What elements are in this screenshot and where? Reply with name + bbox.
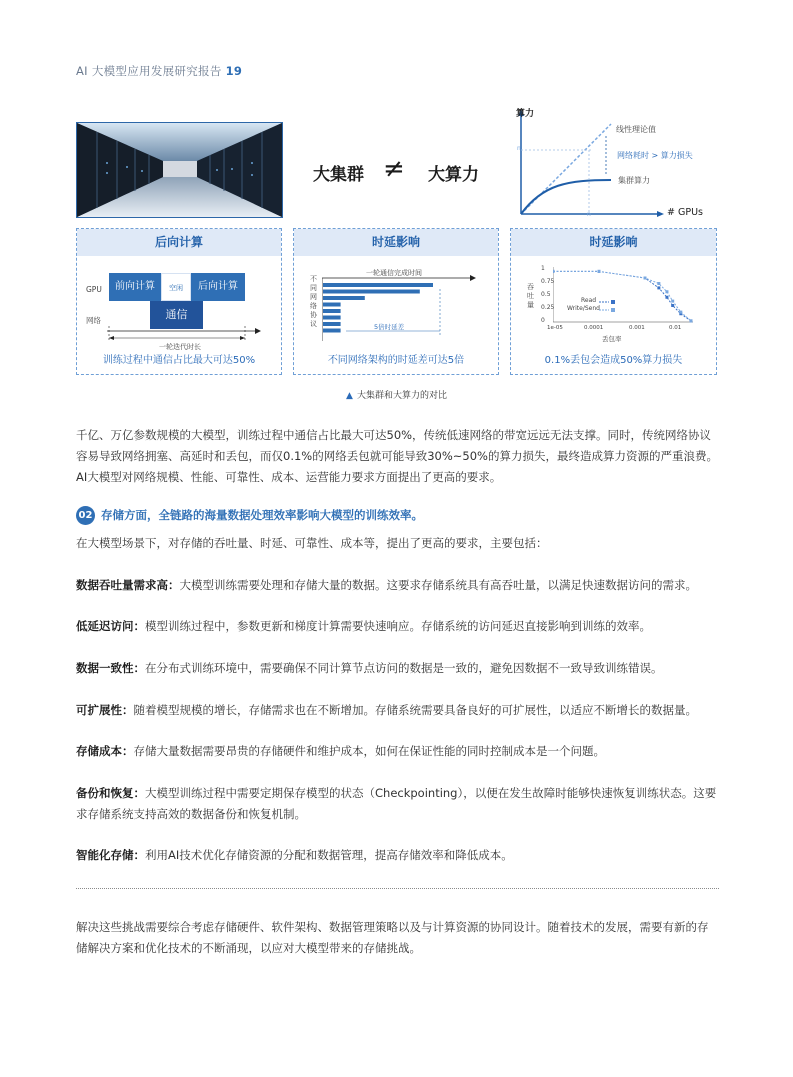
page-number: 19 bbox=[225, 64, 243, 78]
packet-loss-line-chart bbox=[553, 265, 703, 327]
latency-bar bbox=[323, 316, 341, 320]
xtick: 0.01 bbox=[669, 325, 682, 331]
latency-bar-chart bbox=[322, 273, 492, 343]
latency-bar bbox=[323, 283, 433, 287]
series-line bbox=[553, 271, 691, 321]
data-point bbox=[553, 270, 555, 273]
ytick: 0.5 bbox=[541, 291, 551, 298]
item-consistency: 数据一致性：在分布式训练环境中，需要确保不同计算节点访问的数据是一致的，避免因数据不一致导致训练错误。 bbox=[76, 661, 663, 675]
packet-loss-axis-label: 丢包率 bbox=[602, 335, 622, 343]
compute-gpus-chart bbox=[508, 104, 723, 222]
comm-complete-time-label: 一轮通信完成时间 bbox=[366, 269, 422, 277]
n-mark-x: n bbox=[587, 211, 591, 218]
panel-latency-protocols bbox=[293, 228, 499, 375]
latency-bar bbox=[323, 303, 341, 307]
latency-bar bbox=[323, 296, 365, 300]
lead-paragraph: 在大模型场景下，对存储的吞吐量、时延、可靠性、成本等，提出了更高的要求，主要包括： bbox=[76, 536, 548, 550]
latency-diff-label: 5倍时延差 bbox=[374, 323, 405, 331]
ytick: 0 bbox=[541, 317, 545, 324]
item-low-latency: 低延迟访问：模型训练过程中，参数更新和梯度计算需要快速响应。存储系统的访问延迟直接影响到训练的效率。 bbox=[76, 619, 651, 633]
data-point bbox=[690, 319, 693, 322]
page-header bbox=[76, 63, 242, 79]
gpu-row-label: GPU bbox=[86, 285, 102, 294]
data-point bbox=[644, 277, 647, 280]
panel-title: 时延影响 bbox=[294, 229, 498, 256]
ytick: 0.75 bbox=[541, 278, 555, 285]
item-backup-recovery: 备份和恢复：大模型训练过程中需要定期保存模型的状态（Checkpointing），以便在发生故障时能够快速恢复训练状态。这要求存储系统支持高效的数据备份和恢复机制。 bbox=[76, 786, 717, 821]
xtick: 0.0001 bbox=[584, 325, 604, 331]
item-throughput: 数据吞吐量需求高：大模型训练需要处理和存储大量的数据。这要求存储系统具有高吞吐量，以满足快速数据访问的需求。 bbox=[76, 578, 697, 592]
protocol-axis-label: 不同网络协议 bbox=[310, 275, 317, 328]
data-point bbox=[665, 290, 668, 293]
data-point bbox=[665, 296, 668, 299]
xtick: 0.001 bbox=[629, 325, 645, 331]
xtick: 1e-05 bbox=[547, 325, 563, 331]
gpus-axis-label: # GPUs bbox=[667, 207, 703, 218]
panel-caption: 0.1%丢包会造成50%算力损失 bbox=[544, 355, 683, 366]
panel-backward-compute bbox=[76, 228, 282, 375]
panel-caption: 不同网络架构的时延差可达5倍 bbox=[327, 355, 465, 366]
section-title: 存储方面，全链路的海量数据处理效率影响大模型的训练效率。 bbox=[101, 508, 423, 522]
panel-title: 时延影响 bbox=[511, 229, 716, 256]
iteration-axis bbox=[105, 324, 265, 342]
ytick: 0.25 bbox=[541, 304, 555, 311]
n-mark-y: n bbox=[517, 145, 521, 152]
item-smart-storage: 智能化存储：利用AI技术优化存储资源的分配和数据管理，提高存储效率和降低成本。 bbox=[76, 848, 513, 862]
not-equal-symbol: ≠ bbox=[383, 154, 405, 184]
data-point bbox=[657, 282, 660, 285]
big-cluster-text: 大集群 bbox=[313, 165, 364, 185]
cluster-compute-label: 集群算力 bbox=[618, 176, 650, 185]
data-point bbox=[679, 311, 682, 314]
latency-bar bbox=[323, 322, 341, 326]
panel-packet-loss bbox=[510, 228, 717, 375]
ytick: 1 bbox=[541, 265, 545, 272]
forward-compute-segment: 前向计算 bbox=[109, 273, 161, 301]
idle-segment: 空闲 bbox=[161, 273, 191, 301]
big-compute-text: 大算力 bbox=[428, 165, 479, 185]
panel-caption: 训练过程中通信占比最大可达50% bbox=[102, 355, 256, 366]
panel-title: 后向计算 bbox=[77, 229, 281, 256]
network-row-label: 网络 bbox=[86, 316, 101, 325]
data-point bbox=[671, 304, 674, 307]
figure-caption: ▲ 大集群和大算力的对比 bbox=[346, 391, 447, 401]
datacenter-photo bbox=[76, 122, 283, 218]
series-line bbox=[553, 271, 691, 321]
section-number-badge: 02 bbox=[76, 506, 95, 525]
section-heading bbox=[76, 506, 423, 525]
legend-read: Read bbox=[581, 297, 597, 304]
linear-ideal-label: 线性理论值 bbox=[616, 125, 656, 134]
network-loss-label: 网络耗时 > 算力损失 bbox=[617, 151, 693, 160]
legend-swatches bbox=[599, 299, 619, 315]
throughput-axis-label: 吞吐量 bbox=[527, 283, 534, 309]
data-point bbox=[657, 286, 660, 289]
latency-bar bbox=[323, 329, 341, 333]
intro-paragraph: 千亿、万亿参数规模的大模型，训练过程中通信占比最大可达50%，传统低速网络的带宽远远无法支撑。同时，传统网络协议容易导致网络拥塞、高延时和丢包，而仅0.1%的网络丢包就可能导致30%~50%的算力损失，最终造成算力资源的严重浪费。AI大模型对网络规模、性能、可靠性、成本、运营能力要求方面提出了更高的要求。 bbox=[76, 428, 718, 484]
triangle-icon: ▲ bbox=[346, 391, 353, 401]
legend-write-send: Write/Send bbox=[567, 305, 600, 312]
item-scalability: 可扩展性：随着模型规模的增长，存储需求也在不断增加。存储系统需要具备良好的可扩展性，以适应不断增长的数据量。 bbox=[76, 703, 697, 717]
report-title: AI 大模型应用发展研究报告 bbox=[76, 64, 222, 78]
latency-bar bbox=[323, 309, 341, 313]
section-divider bbox=[76, 888, 719, 889]
iteration-length-label: 一轮迭代时长 bbox=[159, 343, 201, 351]
backward-compute-segment: 后向计算 bbox=[191, 273, 245, 301]
data-point bbox=[598, 270, 601, 273]
data-point bbox=[671, 300, 674, 303]
item-storage-cost: 存储成本：存储大量数据需要昂贵的存储硬件和维护成本，如何在保证性能的同时控制成本是一个问题。 bbox=[76, 744, 605, 758]
compute-axis-label: 算力 bbox=[516, 109, 535, 119]
latency-bar bbox=[323, 290, 420, 294]
communication-segment: 通信 bbox=[150, 301, 203, 329]
conclusion-paragraph: 解决这些挑战需要综合考虑存储硬件、软件架构、数据管理策略以及与计算资源的协同设计。随着技术的发展，需要有新的存储解决方案和优化技术的不断涌现，以应对大模型带来的存储挑战。 bbox=[76, 920, 709, 955]
